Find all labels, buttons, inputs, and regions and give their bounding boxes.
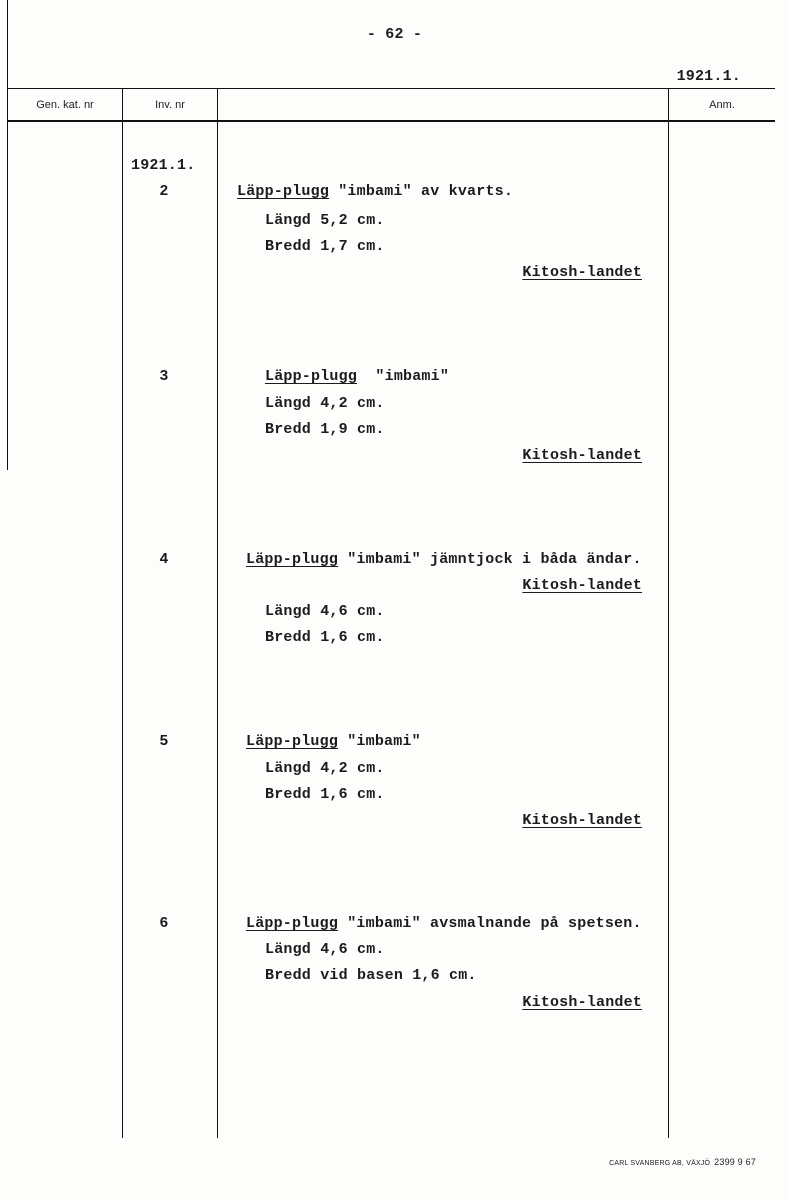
entry-location: Kitosh-landet — [522, 264, 642, 281]
entry-location: Kitosh-landet — [522, 447, 642, 464]
inv-number: 2 — [159, 183, 169, 200]
inv-number: 3 — [159, 368, 169, 385]
inventory-year-label: 1921.1. — [131, 157, 196, 174]
entry-measure: Bredd 1,7 cm. — [265, 238, 385, 255]
entry-title — [246, 733, 421, 750]
entry-title — [246, 551, 642, 568]
entry-location: Kitosh-landet — [522, 577, 642, 594]
inv-number: 4 — [159, 551, 169, 568]
entry-location: Kitosh-landet — [522, 994, 642, 1011]
entry-measure: Bredd 1,9 cm. — [265, 421, 385, 438]
entry-measure: Bredd 1,6 cm. — [265, 786, 385, 803]
entry-measure: Längd 4,6 cm. — [265, 941, 385, 958]
entry-title — [237, 183, 513, 200]
entry-term: Läpp-plugg — [237, 183, 330, 200]
entry-measure: Längd 4,6 cm. — [265, 603, 385, 620]
entry-description: "imbami" — [357, 368, 450, 385]
entry-title — [246, 915, 642, 932]
column-rule-inv-text — [217, 88, 218, 1138]
entry-term: Läpp-plugg — [246, 551, 339, 568]
form-code: 2399 9 67 — [714, 1157, 756, 1167]
entry-term: Läpp-plugg — [265, 368, 358, 385]
entry-measure: Längd 4,2 cm. — [265, 760, 385, 777]
entry-measure: Bredd vid basen 1,6 cm. — [265, 967, 477, 984]
printer-imprint — [609, 1157, 756, 1167]
inv-number: 6 — [159, 915, 169, 932]
entry-measure: Längd 5,2 cm. — [265, 212, 385, 229]
entry-location: Kitosh-landet — [522, 812, 642, 829]
entry-description: "imbami" avsmalnande på spetsen. — [338, 915, 642, 932]
column-rule-text-anm — [668, 88, 669, 1138]
entry-measure: Längd 4,2 cm. — [265, 395, 385, 412]
entry-description: "imbami" av kvarts. — [329, 183, 514, 200]
inv-number: 5 — [159, 733, 169, 750]
printer-name: CARL SVANBERG AB, VÄXJÖ — [609, 1160, 711, 1167]
entry-description: "imbami" jämntjock i båda ändar. — [338, 551, 642, 568]
column-header-inv-nr: Inv. nr — [155, 99, 185, 111]
left-margin-rule — [7, 0, 8, 470]
entry-term: Läpp-plugg — [246, 915, 339, 932]
column-header-gen-kat-nr: Gen. kat. nr — [36, 99, 94, 111]
year-reference: 1921.1. — [676, 68, 741, 85]
column-rule-gen-inv — [122, 88, 123, 1138]
entry-title — [265, 368, 449, 385]
page-number: - 62 - — [366, 26, 423, 43]
entry-measure: Bredd 1,6 cm. — [265, 629, 385, 646]
entry-description: "imbami" — [338, 733, 421, 750]
column-header-anm: Anm. — [709, 99, 735, 111]
entry-term: Läpp-plugg — [246, 733, 339, 750]
